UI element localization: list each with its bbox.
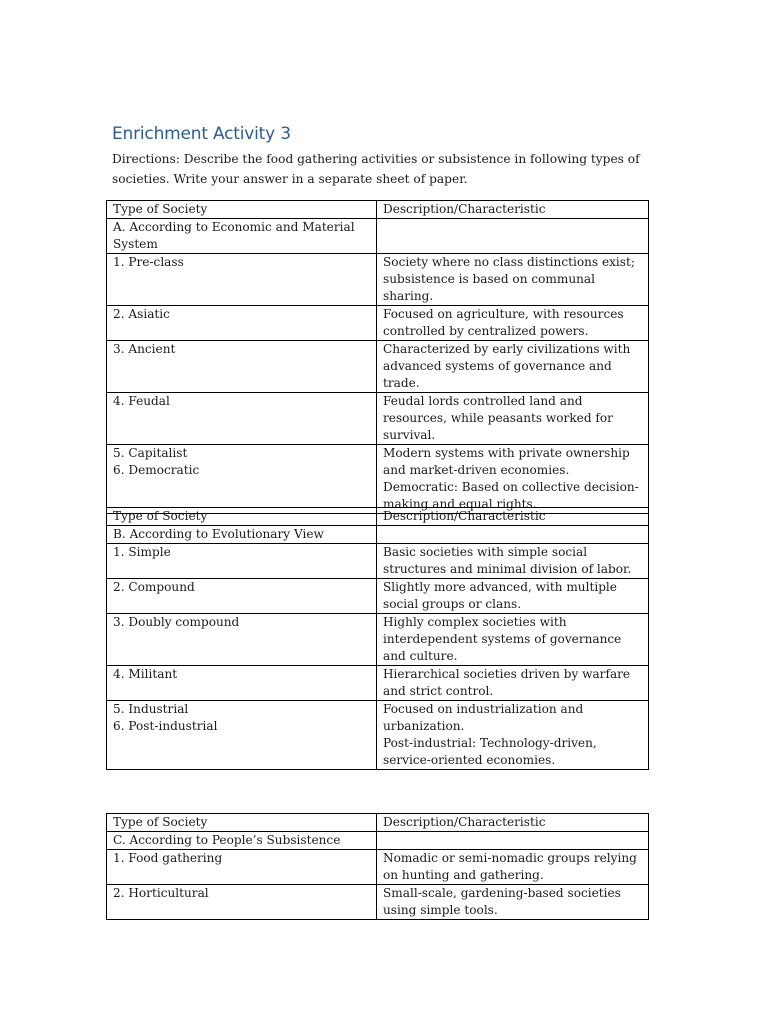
section-empty-cell [377,526,649,544]
table-row [107,850,649,885]
description-cell: Small-scale, gardening-based societies using simple tools. [377,885,649,920]
description-cell: Hierarchical societies driven by warfare and strict control. [377,666,649,701]
type-cell [107,701,377,770]
type-line: 6. Post-industrial [113,719,218,733]
type-cell: 2. Horticultural [107,885,377,920]
header-type-cell: Type of Society [107,814,377,832]
description-cell: Feudal lords controlled land and resources, while peasants worked for survival. [377,393,649,445]
section-empty-cell [377,832,649,850]
table-row [107,306,649,341]
type-cell: 1. Simple [107,544,377,579]
page-title: Enrichment Activity 3 [112,124,291,144]
table-row [107,701,649,770]
type-cell: 3. Ancient [107,341,377,393]
table-evolutionary-view [106,507,649,770]
description-cell: Society where no class distinctions exist; subsistence is based on communal sharing. [377,254,649,306]
type-cell: 1. Food gathering [107,850,377,885]
description-cell: Slightly more advanced, with multiple social groups or clans. [377,579,649,614]
table-row [107,614,649,666]
header-type-cell: Type of Society [107,508,377,526]
type-cell: 2. Compound [107,579,377,614]
description-cell: Nomadic or semi-nomadic groups relying on hunting and gathering. [377,850,649,885]
header-description-cell: Description/Characteristic [377,201,649,219]
table-row [107,544,649,579]
table-row [107,341,649,393]
table-section-row [107,832,649,850]
section-label-cell: C. According to People’s Subsistence [107,832,377,850]
table-header-row [107,201,649,219]
header-description-cell: Description/Characteristic [377,814,649,832]
description-cell: Basic societies with simple social structures and minimal division of labor. [377,544,649,579]
description-cell [377,701,649,770]
description-line: Post-industrial: Technology-driven, service-oriented economies. [383,736,597,767]
directions-line-1: Directions: Describe the food gathering activities or subsistence in following types of [112,152,640,166]
type-line: 5. Capitalist [113,446,188,460]
directions-line-2: societies. Write your answer in a separate sheet of paper. [112,172,468,186]
description-cell: Characterized by early civilizations with advanced systems of governance and trade. [377,341,649,393]
table-row [107,579,649,614]
type-cell: 4. Militant [107,666,377,701]
type-line: 5. Industrial [113,702,189,716]
description-line: Modern systems with private ownership and market-driven economies. [383,446,630,477]
table-row [107,445,649,514]
table-row [107,666,649,701]
description-line: Focused on industrialization and urbanization. [383,702,584,733]
section-label-cell: A. According to Economic and Material System [107,219,377,254]
table-row [107,254,649,306]
section-label-cell: B. According to Evolutionary View [107,526,377,544]
section-empty-cell [377,219,649,254]
table-header-row [107,814,649,832]
table-peoples-subsistence [106,813,649,920]
table-row [107,885,649,920]
header-description-cell: Description/Characteristic [377,508,649,526]
description-line: Democratic: Based on collective decision-making and equal rights. [383,480,639,511]
description-cell: Focused on agriculture, with resources controlled by centralized powers. [377,306,649,341]
type-cell: 3. Doubly compound [107,614,377,666]
table-economic-material [106,200,649,514]
type-line: 6. Democratic [113,463,200,477]
table-section-row [107,219,649,254]
directions-text [112,149,672,189]
type-cell [107,445,377,514]
table-header-row [107,508,649,526]
type-cell: 1. Pre-class [107,254,377,306]
type-cell: 4. Feudal [107,393,377,445]
description-cell [377,445,649,514]
type-cell: 2. Asiatic [107,306,377,341]
table-row [107,393,649,445]
header-type-cell: Type of Society [107,201,377,219]
description-cell: Highly complex societies with interdependent systems of governance and culture. [377,614,649,666]
table-section-row [107,526,649,544]
